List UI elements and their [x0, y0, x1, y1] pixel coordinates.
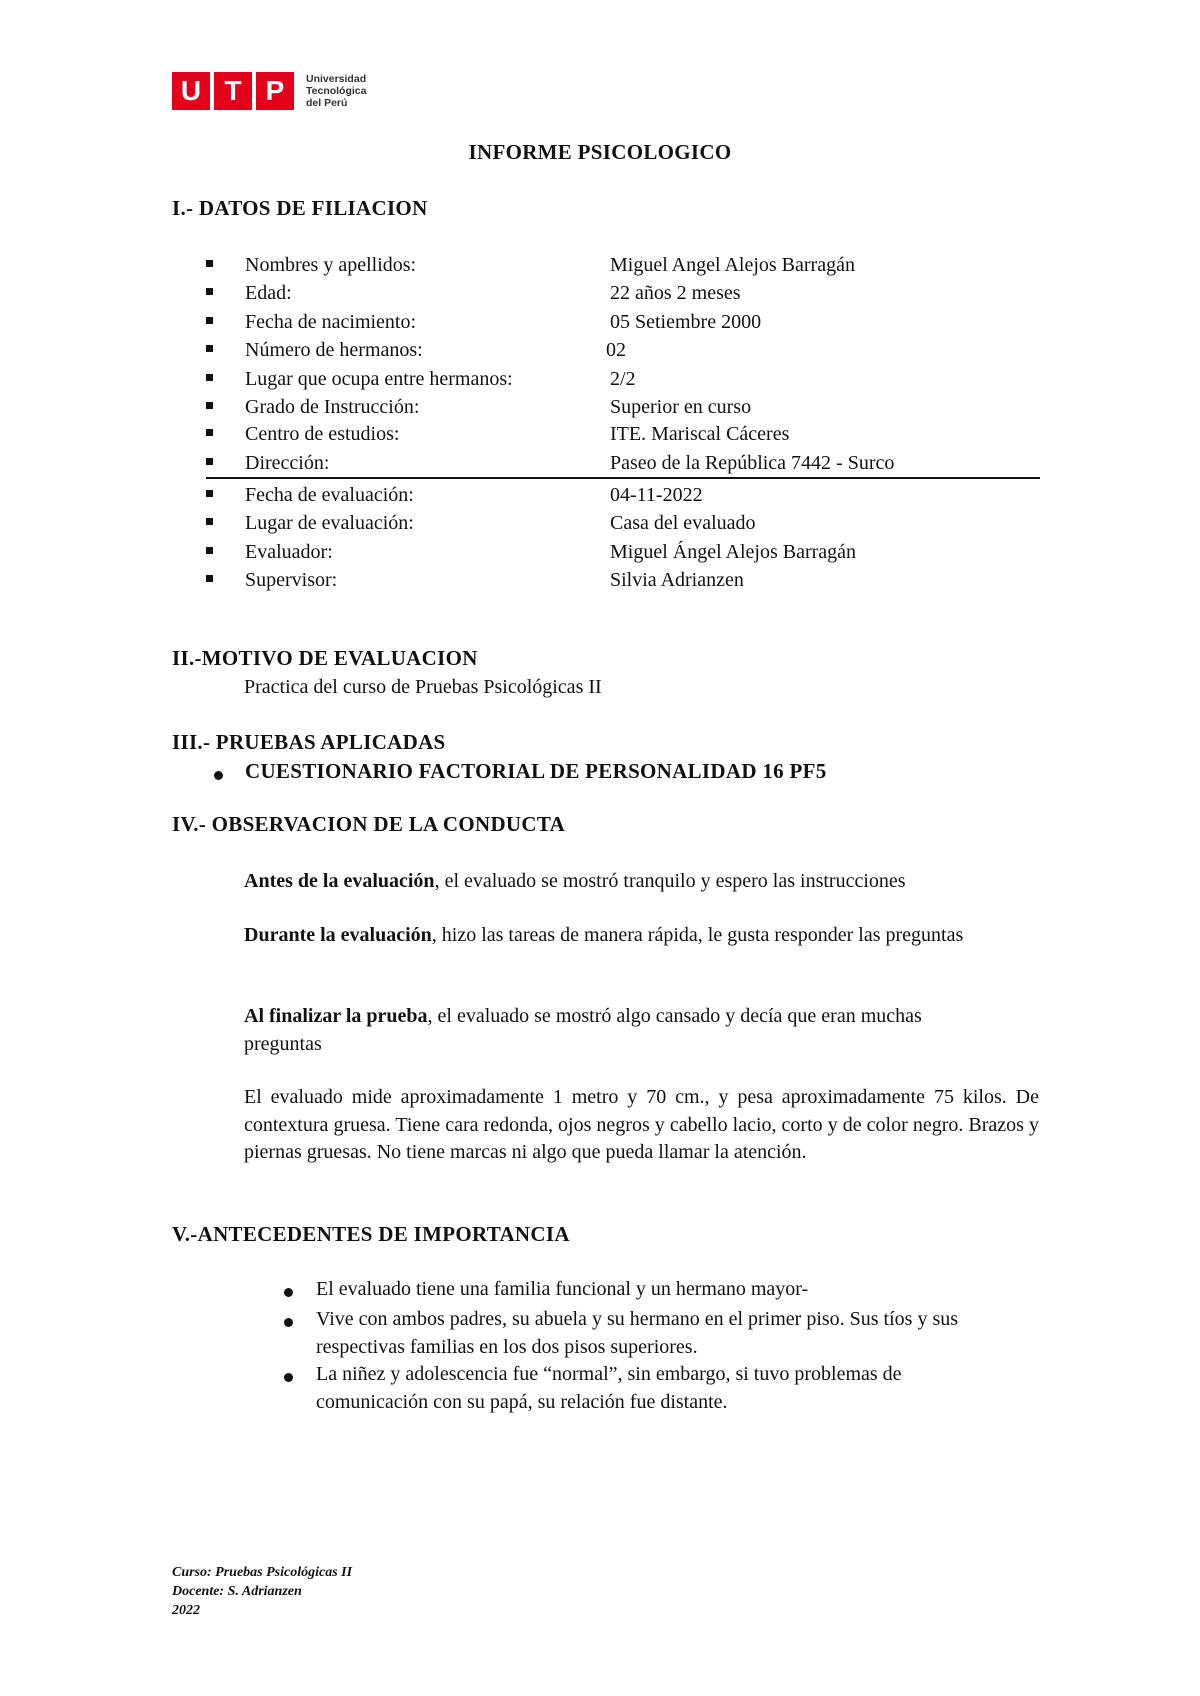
section-2-heading: II.-MOTIVO DE EVALUACION	[172, 646, 478, 670]
round-bullet-icon	[284, 1288, 293, 1297]
physical-description: El evaluado mide aproximadamente 1 metro y 70 cm., y pesa aproximadamente 75 kilos. De contextura gruesa. Tiene cara redonda, ojos negros y cabello lacio, corto y de color negro. Brazos y piernas gruesas. No tiene marcas ni algo que pueda llamar la atención.	[244, 1086, 1039, 1163]
round-bullet-icon	[214, 771, 223, 780]
utp-logo	[172, 72, 366, 110]
background-item: Vive con ambos padres, su abuela y su hermano en el primer piso. Sus tíos y sus respectivas familias en los dos pisos superiores.	[316, 1308, 959, 1358]
round-bullet-icon	[284, 1318, 293, 1327]
row-value: Miguel Angel Alejos Barragán	[610, 254, 855, 276]
row-label: Evaluador:	[245, 541, 333, 563]
row-label: Supervisor:	[245, 569, 338, 591]
row-label: Lugar que ocupa entre hermanos:	[245, 368, 513, 390]
logo-line-3: del Perú	[306, 97, 348, 109]
row-value: 02	[606, 339, 626, 361]
observation-end-title: Al finalizar la prueba	[244, 1005, 428, 1027]
row-value: 04-11-2022	[610, 484, 703, 506]
logo-line-1: Universidad	[306, 73, 367, 85]
observation-before-title: Antes de la evaluación	[244, 870, 435, 892]
section-1-heading: I.- DATOS DE FILIACION	[172, 196, 428, 220]
square-bullet-icon	[206, 518, 213, 525]
section-5-heading: V.-ANTECEDENTES DE IMPORTANCIA	[172, 1222, 570, 1246]
square-bullet-icon	[206, 288, 213, 295]
row-label: Grado de Instrucción:	[245, 396, 420, 418]
row-value: ITE. Mariscal Cáceres	[610, 423, 790, 445]
row-label: Lugar de evaluación:	[245, 512, 414, 534]
square-bullet-icon	[206, 490, 213, 497]
square-bullet-icon	[206, 575, 213, 582]
row-label: Centro de estudios:	[245, 423, 400, 445]
square-bullet-icon	[206, 317, 213, 324]
row-label: Fecha de nacimiento:	[245, 311, 417, 333]
row-label: Nombres y apellidos:	[245, 254, 417, 276]
background-item: La niñez y adolescencia fue “normal”, sin embargo, si tuvo problemas de comunicación con su papá, su relación fue distante.	[316, 1363, 902, 1413]
observation-end-text: , el evaluado se mostró algo cansado y decía que eran muchas preguntas	[244, 1005, 922, 1055]
logo-letter-u: U	[172, 72, 210, 110]
section-4-heading: IV.- OBSERVACION DE LA CONDUCTA	[172, 812, 566, 836]
square-bullet-icon	[206, 345, 213, 352]
row-value: Silvia Adrianzen	[610, 569, 744, 591]
logo-line-2: Tecnológica	[306, 85, 367, 97]
logo-wordmark	[306, 73, 366, 109]
row-value: 2/2	[610, 368, 636, 390]
square-bullet-icon	[206, 374, 213, 381]
row-label: Dirección:	[245, 452, 330, 474]
square-bullet-icon	[206, 402, 213, 409]
row-value: Miguel Ángel Alejos Barragán	[610, 541, 857, 563]
background-item: El evaluado tiene una familia funcional y un hermano mayor-	[316, 1278, 809, 1300]
observation-end	[244, 1003, 1004, 1058]
horizontal-rule	[206, 477, 1040, 479]
section-2-text: Practica del curso de Pruebas Psicológicas II	[244, 676, 602, 698]
observation-before	[244, 868, 1039, 896]
logo-letter-t: T	[214, 72, 252, 110]
observation-during-title: Durante la evaluación	[244, 924, 432, 946]
footer-course: Curso: Pruebas Psicológicas II	[172, 1565, 353, 1580]
page-footer	[172, 1563, 352, 1620]
row-value: 22 años 2 meses	[610, 282, 741, 304]
document-title: INFORME PSICOLOGICO	[468, 140, 732, 164]
observation-before-text: , el evaluado se mostró tranquilo y espero las instrucciones	[434, 870, 906, 892]
row-value: Paseo de la República 7442 - Surco	[610, 452, 895, 474]
row-value: 05 Setiembre 2000	[610, 311, 762, 333]
observation-during	[244, 922, 1004, 950]
row-value: Superior en curso	[610, 396, 752, 418]
row-label: Número de hermanos:	[245, 339, 423, 361]
square-bullet-icon	[206, 547, 213, 554]
round-bullet-icon	[284, 1373, 293, 1382]
footer-teacher: Docente: S. Adrianzen	[172, 1584, 302, 1599]
square-bullet-icon	[206, 260, 213, 267]
row-label: Fecha de evaluación:	[245, 484, 414, 506]
section-3-heading: III.- PRUEBAS APLICADAS	[172, 730, 446, 754]
footer-year: 2022	[172, 1603, 200, 1618]
observation-during-text: , hizo las tareas de manera rápida, le gusta responder las preguntas	[431, 924, 964, 946]
square-bullet-icon	[206, 458, 213, 465]
applied-test-item: CUESTIONARIO FACTORIAL DE PERSONALIDAD 16 PF5	[245, 759, 827, 783]
square-bullet-icon	[206, 429, 213, 436]
row-label: Edad:	[245, 282, 292, 304]
logo-letter-p: P	[256, 72, 294, 110]
row-value: Casa del evaluado	[610, 512, 756, 534]
